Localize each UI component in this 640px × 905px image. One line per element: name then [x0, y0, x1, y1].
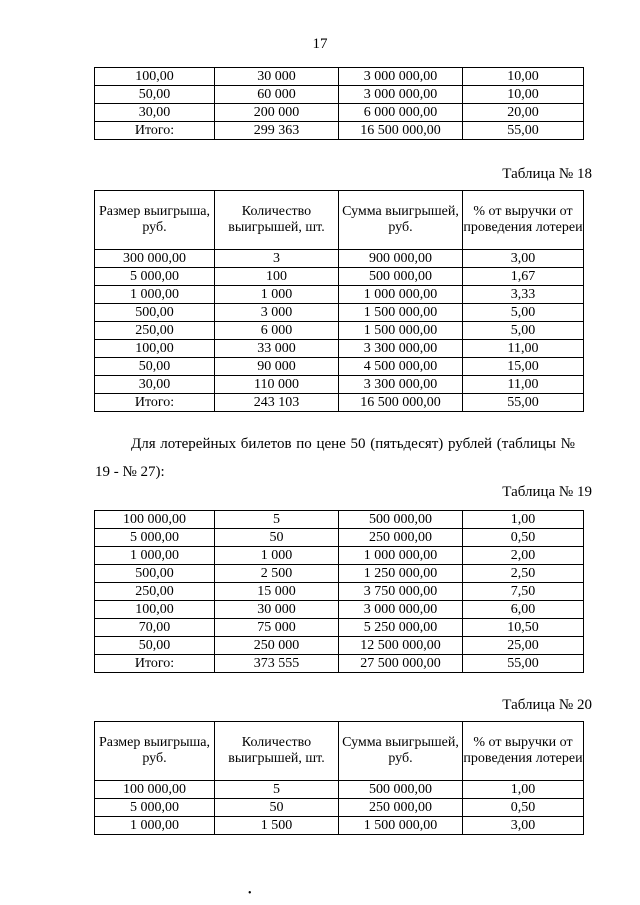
cell-prize-sum: 3 000 000,00	[339, 68, 463, 86]
cell-prize-count: 6 000	[215, 322, 339, 340]
cell-revenue-percent: 0,50	[463, 529, 584, 547]
table-row	[95, 322, 584, 340]
header-revenue-percent: % от выручки от проведения лотереи	[463, 191, 584, 250]
cell-revenue-percent: 11,00	[463, 340, 584, 358]
cell-revenue-percent: 11,00	[463, 376, 584, 394]
cell-prize-size: 100 000,00	[95, 781, 215, 799]
cell-prize-count: 110 000	[215, 376, 339, 394]
header-prize-sum: Сумма выигрышей, руб.	[339, 191, 463, 250]
cell-prize-size: 1 000,00	[95, 286, 215, 304]
cell-prize-size: 50,00	[95, 86, 215, 104]
header-revenue-percent: % от выручки от проведения лотереи	[463, 722, 584, 781]
cell-prize-sum: 500 000,00	[339, 268, 463, 286]
cell-revenue-percent: 15,00	[463, 358, 584, 376]
cell-prize-sum: 1 250 000,00	[339, 565, 463, 583]
table-row	[95, 817, 584, 835]
cell-prize-sum: 3 750 000,00	[339, 583, 463, 601]
cell-prize-sum: 1 500 000,00	[339, 304, 463, 322]
cell-revenue-percent: 0,50	[463, 799, 584, 817]
header-prize-size: Размер выигрыша, руб.	[95, 191, 215, 250]
table-18-caption: Таблица № 18	[502, 166, 592, 182]
table-20	[94, 721, 584, 835]
cell-prize-sum: 6 000 000,00	[339, 104, 463, 122]
cell-prize-size: Итого:	[95, 394, 215, 412]
cell-prize-count: 1 000	[215, 286, 339, 304]
cell-revenue-percent: 3,33	[463, 286, 584, 304]
cell-revenue-percent: 7,50	[463, 583, 584, 601]
table-row	[95, 799, 584, 817]
cell-revenue-percent: 3,00	[463, 250, 584, 268]
cell-prize-count: 75 000	[215, 619, 339, 637]
cell-prize-count: 60 000	[215, 86, 339, 104]
cell-prize-sum: 1 000 000,00	[339, 286, 463, 304]
cell-prize-sum: 250 000,00	[339, 529, 463, 547]
cell-prize-sum: 500 000,00	[339, 781, 463, 799]
cell-prize-sum: 16 500 000,00	[339, 394, 463, 412]
cell-prize-size: 250,00	[95, 583, 215, 601]
cell-revenue-percent: 3,00	[463, 817, 584, 835]
cell-prize-count: 50	[215, 799, 339, 817]
table-18	[94, 190, 584, 412]
cell-prize-size: 250,00	[95, 322, 215, 340]
cell-prize-count: 5	[215, 781, 339, 799]
cell-prize-sum: 16 500 000,00	[339, 122, 463, 140]
cell-prize-count: 373 555	[215, 655, 339, 673]
cell-prize-size: 30,00	[95, 376, 215, 394]
table-row	[95, 358, 584, 376]
header-prize-count: Количество выигрышей, шт.	[215, 722, 339, 781]
table-row	[95, 511, 584, 529]
table-row	[95, 268, 584, 286]
cell-revenue-percent: 5,00	[463, 322, 584, 340]
cell-prize-count: 15 000	[215, 583, 339, 601]
cell-prize-size: 100,00	[95, 68, 215, 86]
cell-revenue-percent: 2,50	[463, 565, 584, 583]
cell-revenue-percent: 20,00	[463, 104, 584, 122]
cell-prize-size: 500,00	[95, 304, 215, 322]
table-18-header	[95, 191, 584, 250]
cell-revenue-percent: 55,00	[463, 655, 584, 673]
cell-revenue-percent: 10,50	[463, 619, 584, 637]
cell-revenue-percent: 2,00	[463, 547, 584, 565]
table-row	[95, 340, 584, 358]
table-row	[95, 565, 584, 583]
cell-prize-sum: 4 500 000,00	[339, 358, 463, 376]
cell-prize-count: 30 000	[215, 68, 339, 86]
page-number: 17	[312, 36, 328, 52]
cell-prize-sum: 3 000 000,00	[339, 601, 463, 619]
cell-prize-count: 243 103	[215, 394, 339, 412]
table-20-header	[95, 722, 584, 781]
cell-revenue-percent: 25,00	[463, 637, 584, 655]
cell-prize-size: 100 000,00	[95, 511, 215, 529]
cell-revenue-percent: 55,00	[463, 122, 584, 140]
cell-prize-sum: 5 250 000,00	[339, 619, 463, 637]
cell-prize-sum: 900 000,00	[339, 250, 463, 268]
cell-prize-sum: 1 500 000,00	[339, 817, 463, 835]
cell-prize-size: 100,00	[95, 340, 215, 358]
footer-mark: •	[248, 888, 252, 899]
cell-prize-size: Итого:	[95, 655, 215, 673]
cell-prize-size: 50,00	[95, 358, 215, 376]
cell-prize-count: 3	[215, 250, 339, 268]
table-19-caption: Таблица № 19	[502, 484, 592, 500]
cell-prize-size: 30,00	[95, 104, 215, 122]
cell-prize-count: 1 500	[215, 817, 339, 835]
cell-prize-count: 33 000	[215, 340, 339, 358]
cell-prize-size: Итого:	[95, 122, 215, 140]
cell-prize-sum: 1 500 000,00	[339, 322, 463, 340]
cell-revenue-percent: 1,00	[463, 511, 584, 529]
table-row	[95, 547, 584, 565]
table-row	[95, 394, 584, 412]
cell-prize-count: 250 000	[215, 637, 339, 655]
cell-prize-sum: 500 000,00	[339, 511, 463, 529]
table-row	[95, 122, 584, 140]
cell-prize-size: 70,00	[95, 619, 215, 637]
cell-revenue-percent: 10,00	[463, 86, 584, 104]
cell-prize-sum: 3 000 000,00	[339, 86, 463, 104]
cell-prize-size: 100,00	[95, 601, 215, 619]
table-row	[95, 68, 584, 86]
cell-prize-size: 1 000,00	[95, 817, 215, 835]
cell-prize-sum: 12 500 000,00	[339, 637, 463, 655]
lottery-50-paragraph: Для лотерейных билетов по цене 50 (пятьдесят) рублей (таблицы № 19 - № 27):	[95, 436, 575, 480]
table-row	[95, 583, 584, 601]
cell-prize-count: 299 363	[215, 122, 339, 140]
cell-revenue-percent: 10,00	[463, 68, 584, 86]
table-row	[95, 104, 584, 122]
cell-revenue-percent: 55,00	[463, 394, 584, 412]
header-prize-size: Размер выигрыша, руб.	[95, 722, 215, 781]
table-20-caption: Таблица № 20	[502, 697, 592, 713]
cell-prize-size: 5 000,00	[95, 529, 215, 547]
cell-prize-count: 50	[215, 529, 339, 547]
header-prize-sum: Сумма выигрышей, руб.	[339, 722, 463, 781]
cell-prize-count: 30 000	[215, 601, 339, 619]
table-17-tail	[94, 67, 584, 140]
cell-prize-count: 2 500	[215, 565, 339, 583]
table-row	[95, 376, 584, 394]
cell-revenue-percent: 6,00	[463, 601, 584, 619]
cell-prize-sum: 250 000,00	[339, 799, 463, 817]
table-19	[94, 510, 584, 673]
table-row	[95, 781, 584, 799]
cell-prize-count: 3 000	[215, 304, 339, 322]
table-row	[95, 655, 584, 673]
cell-prize-size: 500,00	[95, 565, 215, 583]
cell-prize-count: 200 000	[215, 104, 339, 122]
cell-prize-sum: 3 300 000,00	[339, 376, 463, 394]
cell-prize-count: 1 000	[215, 547, 339, 565]
cell-prize-size: 50,00	[95, 637, 215, 655]
cell-prize-count: 100	[215, 268, 339, 286]
cell-revenue-percent: 1,67	[463, 268, 584, 286]
table-row	[95, 619, 584, 637]
cell-prize-size: 5 000,00	[95, 268, 215, 286]
table-row	[95, 637, 584, 655]
table-row	[95, 529, 584, 547]
cell-revenue-percent: 1,00	[463, 781, 584, 799]
cell-prize-size: 300 000,00	[95, 250, 215, 268]
cell-prize-sum: 27 500 000,00	[339, 655, 463, 673]
table-row	[95, 601, 584, 619]
table-row	[95, 250, 584, 268]
cell-prize-size: 1 000,00	[95, 547, 215, 565]
table-row	[95, 286, 584, 304]
cell-prize-sum: 3 300 000,00	[339, 340, 463, 358]
table-row	[95, 304, 584, 322]
cell-prize-size: 5 000,00	[95, 799, 215, 817]
header-prize-count: Количество выигрышей, шт.	[215, 191, 339, 250]
cell-prize-count: 90 000	[215, 358, 339, 376]
table-row	[95, 86, 584, 104]
cell-revenue-percent: 5,00	[463, 304, 584, 322]
cell-prize-sum: 1 000 000,00	[339, 547, 463, 565]
cell-prize-count: 5	[215, 511, 339, 529]
